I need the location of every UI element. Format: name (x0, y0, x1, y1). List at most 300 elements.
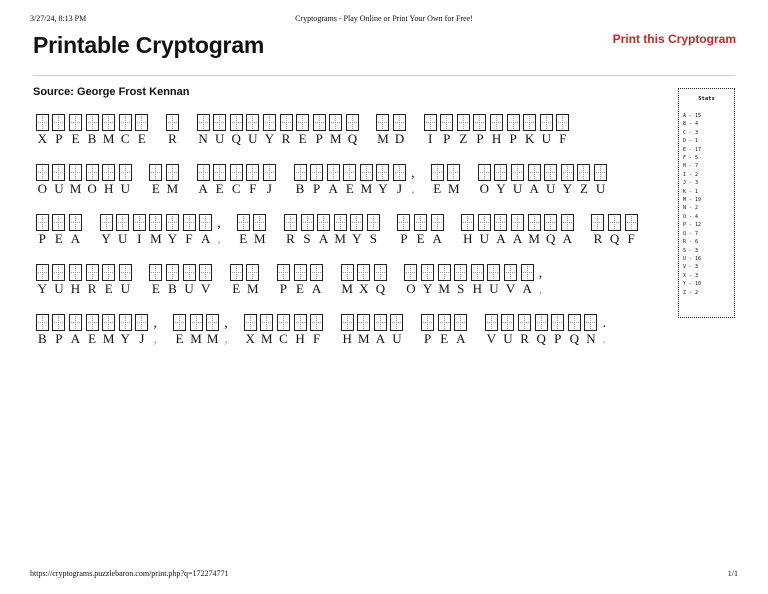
answer-box[interactable] (341, 314, 354, 331)
answer-box[interactable] (561, 214, 574, 231)
footer-url: https://cryptograms.puzzlebaron.com/print.php?q=172274771 (30, 569, 229, 578)
answer-box[interactable] (69, 314, 82, 331)
answer-box[interactable] (551, 314, 564, 331)
answer-box[interactable] (36, 164, 49, 181)
cipher-letter: M (190, 331, 202, 346)
answer-box[interactable] (521, 264, 534, 281)
answer-box[interactable] (334, 214, 347, 231)
cipher-letter: M (360, 181, 373, 196)
letter-cell (245, 164, 262, 196)
cipher-letter: M (247, 281, 259, 296)
cipher-word (292, 164, 408, 196)
cipher-letter: E (54, 231, 63, 246)
answer-box[interactable] (263, 164, 276, 181)
cipher-letter: M (102, 131, 115, 146)
cipher-letter: F (185, 231, 193, 246)
cipher-letter: A (318, 231, 329, 246)
cipher-letter: M (341, 281, 353, 296)
cipher-letter: E (296, 281, 304, 296)
letter-cell (542, 164, 559, 196)
cipher-letter: V (200, 281, 211, 296)
letter-cell (67, 314, 84, 346)
cipher-letter: U (54, 181, 64, 196)
answer-box[interactable] (350, 214, 363, 231)
letter-cell (606, 214, 623, 246)
answer-box[interactable] (206, 314, 219, 331)
cipher-letter: U (479, 231, 490, 246)
cipher-letter: A (496, 231, 506, 246)
answer-box[interactable] (544, 214, 557, 231)
answer-box[interactable] (478, 214, 491, 231)
letter-cell (509, 214, 526, 246)
letter-cell (34, 164, 51, 196)
answer-box[interactable] (360, 164, 373, 181)
answer-box[interactable] (447, 164, 460, 181)
letter-cell (486, 264, 503, 296)
answer-box[interactable] (346, 114, 359, 131)
answer-box[interactable] (471, 264, 484, 281)
answer-box[interactable] (199, 214, 212, 231)
cipher-letter: A (512, 231, 523, 246)
letter-cell (98, 214, 115, 246)
answer-box[interactable] (52, 214, 65, 231)
answer-box[interactable] (230, 114, 243, 131)
letter-cell (67, 164, 84, 196)
puzzle-line (34, 264, 674, 314)
answer-box[interactable] (591, 214, 604, 231)
answer-box[interactable] (577, 164, 590, 181)
answer-box[interactable] (393, 164, 406, 181)
answer-box[interactable] (414, 214, 427, 231)
answer-box[interactable] (102, 314, 115, 331)
answer-box[interactable] (313, 114, 326, 131)
answer-box[interactable] (457, 114, 470, 131)
answer-box[interactable] (608, 214, 621, 231)
answer-box[interactable] (36, 264, 49, 281)
answer-box[interactable] (327, 164, 340, 181)
answer-box[interactable] (374, 314, 387, 331)
cipher-letter: Q (375, 281, 386, 296)
answer-box[interactable] (431, 164, 444, 181)
cipher-word (419, 314, 469, 346)
letter-cell (476, 164, 493, 196)
stats-row: P - 12 (683, 222, 702, 229)
answer-box[interactable] (199, 264, 212, 281)
cipher-letter: B (87, 131, 97, 146)
answer-box[interactable] (556, 114, 569, 131)
letter-cell (452, 314, 469, 346)
letter-cell (566, 314, 583, 346)
letter-cell (34, 114, 51, 146)
letter-cell (356, 314, 373, 346)
answer-box[interactable] (540, 114, 553, 131)
letter-cell (349, 214, 366, 246)
punctuation (600, 314, 608, 346)
answer-box[interactable] (584, 314, 597, 331)
cipher-letter: A (70, 331, 81, 346)
letter-cell (559, 164, 576, 196)
answer-box[interactable] (86, 264, 99, 281)
print-cryptogram-link[interactable]: Print this Cryptogram (612, 32, 736, 46)
cipher-letter: I (137, 231, 142, 246)
letter-cell (576, 164, 593, 196)
answer-box[interactable] (119, 314, 132, 331)
answer-box[interactable] (310, 314, 323, 331)
answer-box[interactable] (317, 214, 330, 231)
letter-cell (339, 314, 356, 346)
answer-box[interactable] (36, 114, 49, 131)
answer-box[interactable] (544, 164, 557, 181)
letter-cell (117, 314, 134, 346)
letter-cell (275, 314, 292, 346)
answer-box[interactable] (424, 114, 437, 131)
stats-row: C - 3 (683, 129, 699, 136)
letter-cell (261, 164, 278, 196)
answer-box[interactable] (102, 114, 115, 131)
letter-cell (538, 114, 555, 146)
stats-row: Y - 10 (683, 281, 702, 288)
cipher-letter: P (423, 331, 432, 346)
quote-source: Source: George Frost Kennan (33, 86, 190, 98)
punctuation-mark-cipher: , (153, 331, 157, 346)
answer-box[interactable] (454, 264, 467, 281)
answer-box[interactable] (507, 114, 520, 131)
answer-box[interactable] (397, 214, 410, 231)
letter-cell (181, 214, 198, 246)
answer-box[interactable] (52, 264, 65, 281)
answer-box[interactable] (294, 264, 307, 281)
answer-box[interactable] (296, 114, 309, 131)
punctuation (222, 314, 230, 346)
answer-box[interactable] (36, 314, 49, 331)
answer-box[interactable] (438, 314, 451, 331)
cipher-letter: U (503, 331, 513, 346)
answer-box[interactable] (494, 164, 507, 181)
letter-cell (51, 264, 68, 296)
answer-box[interactable] (260, 314, 273, 331)
answer-box[interactable] (36, 214, 49, 231)
letter-cell (84, 264, 101, 296)
answer-box[interactable] (263, 114, 276, 131)
answer-box[interactable] (166, 214, 179, 231)
cipher-letter: K (525, 131, 535, 146)
cipher-letter: U (595, 181, 606, 196)
answer-box[interactable] (490, 114, 503, 131)
answer-box[interactable] (504, 264, 517, 281)
cipher-letter: Y (562, 181, 573, 196)
answer-box[interactable] (343, 164, 356, 181)
answer-box[interactable] (86, 314, 99, 331)
cipher-word (148, 164, 181, 196)
answer-box[interactable] (454, 314, 467, 331)
answer-box[interactable] (119, 264, 132, 281)
letter-cell (533, 314, 550, 346)
answer-box[interactable] (494, 214, 507, 231)
answer-box[interactable] (518, 314, 531, 331)
answer-box[interactable] (166, 114, 179, 131)
answer-box[interactable] (213, 164, 226, 181)
answer-box[interactable] (501, 314, 514, 331)
letter-cell (197, 264, 214, 296)
letter-cell (245, 114, 262, 146)
letter-cell (396, 214, 413, 246)
answer-box[interactable] (52, 314, 65, 331)
answer-box[interactable] (52, 164, 65, 181)
cipher-letter: H (70, 281, 81, 296)
answer-box[interactable] (431, 214, 444, 231)
letter-cell (311, 114, 328, 146)
letter-cell (84, 164, 101, 196)
punctuation-mark-cipher: , (224, 331, 228, 346)
answer-box[interactable] (183, 214, 196, 231)
answer-box[interactable] (280, 114, 293, 131)
letter-cell (148, 164, 165, 196)
puzzle-line (34, 214, 674, 264)
cipher-letter: U (248, 131, 258, 146)
answer-box[interactable] (86, 164, 99, 181)
letter-cell (131, 214, 148, 246)
answer-box[interactable] (535, 314, 548, 331)
cipher-letter: E (440, 331, 449, 346)
answer-box[interactable] (69, 114, 82, 131)
answer-box[interactable] (294, 314, 307, 331)
letter-cell (235, 214, 252, 246)
stats-row: M - 19 (683, 197, 702, 204)
answer-box[interactable] (69, 214, 82, 231)
letter-cell (100, 164, 117, 196)
answer-box[interactable] (69, 264, 82, 281)
answer-box[interactable] (166, 264, 179, 281)
letter-cell (197, 214, 214, 246)
cipher-letter: U (512, 181, 523, 196)
letter-cell (342, 164, 359, 196)
cipher-letter: X (359, 281, 369, 296)
answer-box[interactable] (277, 264, 290, 281)
cipher-letter: M (206, 331, 219, 346)
cipher-word (242, 314, 325, 346)
letter-cell (493, 214, 510, 246)
letter-cell (164, 164, 181, 196)
answer-box[interactable] (310, 164, 323, 181)
answer-box[interactable] (357, 264, 370, 281)
answer-box[interactable] (149, 264, 162, 281)
answer-box[interactable] (52, 114, 65, 131)
cipher-letter: M (102, 331, 115, 346)
cipher-letter: A (562, 231, 573, 246)
cipher-letter: B (37, 331, 47, 346)
answer-box[interactable] (390, 314, 403, 331)
cipher-letter: A (200, 231, 211, 246)
letter-cell (67, 114, 84, 146)
cipher-letter: H (463, 231, 473, 246)
answer-box[interactable] (135, 314, 148, 331)
letter-cell (51, 164, 68, 196)
cipher-letter: Y (422, 281, 433, 296)
stats-row: O - 4 (683, 213, 699, 220)
letter-cell (505, 114, 522, 146)
answer-box[interactable] (166, 164, 179, 181)
answer-box[interactable] (102, 264, 115, 281)
cipher-letter: R (168, 131, 177, 146)
letter-cell (328, 114, 345, 146)
answer-box[interactable] (367, 214, 380, 231)
letter-cell (356, 264, 373, 296)
answer-box[interactable] (376, 164, 389, 181)
answer-box[interactable] (246, 264, 259, 281)
cipher-letter: X (37, 131, 47, 146)
cipher-letter: O (479, 181, 490, 196)
answer-box[interactable] (102, 164, 115, 181)
cipher-letter: P (55, 131, 63, 146)
letter-cell (519, 264, 536, 296)
answer-box[interactable] (173, 314, 186, 331)
answer-box[interactable] (461, 214, 474, 231)
answer-box[interactable] (374, 264, 387, 281)
cipher-letter: H (342, 331, 352, 346)
cipher-letter: Z (459, 131, 468, 146)
answer-box[interactable] (197, 114, 210, 131)
cipher-word (195, 114, 361, 146)
answer-box[interactable] (149, 164, 162, 181)
answer-box[interactable] (438, 264, 451, 281)
answer-box[interactable] (440, 114, 453, 131)
stats-row: F - 5 (683, 155, 699, 162)
letter-cell (67, 214, 84, 246)
answer-box[interactable] (69, 164, 82, 181)
answer-box[interactable] (116, 214, 129, 231)
letter-cell (590, 214, 607, 246)
answer-box[interactable] (473, 114, 486, 131)
answer-box[interactable] (393, 114, 406, 131)
answer-box[interactable] (523, 114, 536, 131)
cipher-letter: R (520, 331, 529, 346)
answer-box[interactable] (253, 214, 266, 231)
answer-box[interactable] (246, 164, 259, 181)
letter-cell (308, 314, 325, 346)
answer-box[interactable] (230, 264, 243, 281)
cipher-letter: F (249, 181, 257, 196)
answer-box[interactable] (485, 314, 498, 331)
cipher-letter: U (546, 181, 556, 196)
letter-cell (278, 114, 295, 146)
answer-box[interactable] (119, 114, 132, 131)
answer-box[interactable] (149, 214, 162, 231)
answer-box[interactable] (511, 214, 524, 231)
cipher-word (339, 264, 389, 296)
cipher-letter: O (406, 281, 416, 296)
cipher-letter: P (55, 331, 63, 346)
answer-box[interactable] (404, 264, 417, 281)
answer-box[interactable] (421, 264, 434, 281)
answer-box[interactable] (284, 214, 297, 231)
answer-box[interactable] (594, 164, 607, 181)
answer-box[interactable] (294, 164, 307, 181)
letter-cell (459, 214, 476, 246)
letter-cell (261, 114, 278, 146)
answer-box[interactable] (329, 114, 342, 131)
letter-cell (51, 114, 68, 146)
letter-cell (344, 114, 361, 146)
stats-row: V - 3 (683, 264, 699, 271)
answer-box[interactable] (421, 314, 434, 331)
cipher-letter: O (87, 181, 97, 196)
punctuation-mark: , (224, 316, 228, 331)
cipher-letter: Q (231, 131, 241, 146)
answer-box[interactable] (561, 164, 574, 181)
letter-cell (252, 214, 269, 246)
answer-box[interactable] (625, 214, 638, 231)
answer-box[interactable] (310, 264, 323, 281)
letter-cell (592, 164, 609, 196)
answer-box[interactable] (357, 314, 370, 331)
cryptogram-puzzle (34, 114, 674, 364)
answer-box[interactable] (376, 114, 389, 131)
answer-box[interactable] (528, 164, 541, 181)
cipher-word (459, 214, 575, 246)
cipher-letter: Y (352, 231, 362, 246)
answer-box[interactable] (244, 314, 257, 331)
letter-cell (542, 214, 559, 246)
answer-box[interactable] (183, 264, 196, 281)
answer-box[interactable] (528, 214, 541, 231)
answer-box[interactable] (197, 164, 210, 181)
punctuation (151, 314, 159, 346)
answer-box[interactable] (213, 114, 226, 131)
answer-box[interactable] (478, 164, 491, 181)
cipher-letter: R (87, 281, 97, 296)
answer-box[interactable] (511, 164, 524, 181)
cipher-word (590, 214, 640, 246)
answer-box[interactable] (190, 314, 203, 331)
cipher-letter: C (279, 331, 288, 346)
answer-box[interactable] (100, 214, 113, 231)
answer-box[interactable] (246, 114, 259, 131)
letter-cell (389, 314, 406, 346)
cipher-letter: E (345, 181, 354, 196)
stats-row: I - 2 (683, 171, 699, 178)
letter-cell (84, 114, 101, 146)
letter-cell (308, 164, 325, 196)
answer-box[interactable] (133, 214, 146, 231)
cipher-letter: F (627, 231, 635, 246)
letter-cell (500, 314, 517, 346)
answer-box[interactable] (230, 164, 243, 181)
answer-box[interactable] (119, 164, 132, 181)
cipher-letter: A (432, 231, 442, 246)
answer-box[interactable] (135, 114, 148, 131)
cipher-letter: M (358, 331, 370, 346)
cipher-letter: M (166, 181, 179, 196)
answer-box[interactable] (568, 314, 581, 331)
answer-box[interactable] (341, 264, 354, 281)
answer-box[interactable] (86, 114, 99, 131)
answer-box[interactable] (487, 264, 500, 281)
stats-row: R - 6 (683, 239, 699, 246)
cipher-letter: Q (609, 231, 620, 246)
answer-box[interactable] (237, 214, 250, 231)
cipher-letter: S (303, 231, 311, 246)
letter-cell (469, 264, 486, 296)
answer-box[interactable] (277, 314, 290, 331)
cipher-letter: J (266, 181, 272, 196)
letter-cell (292, 164, 309, 196)
answer-box[interactable] (301, 214, 314, 231)
cipher-letter: Y (264, 131, 275, 146)
letter-cell (559, 214, 576, 246)
cipher-word (422, 114, 571, 146)
stats-row: N - 2 (683, 205, 699, 212)
letter-cell (34, 314, 51, 346)
